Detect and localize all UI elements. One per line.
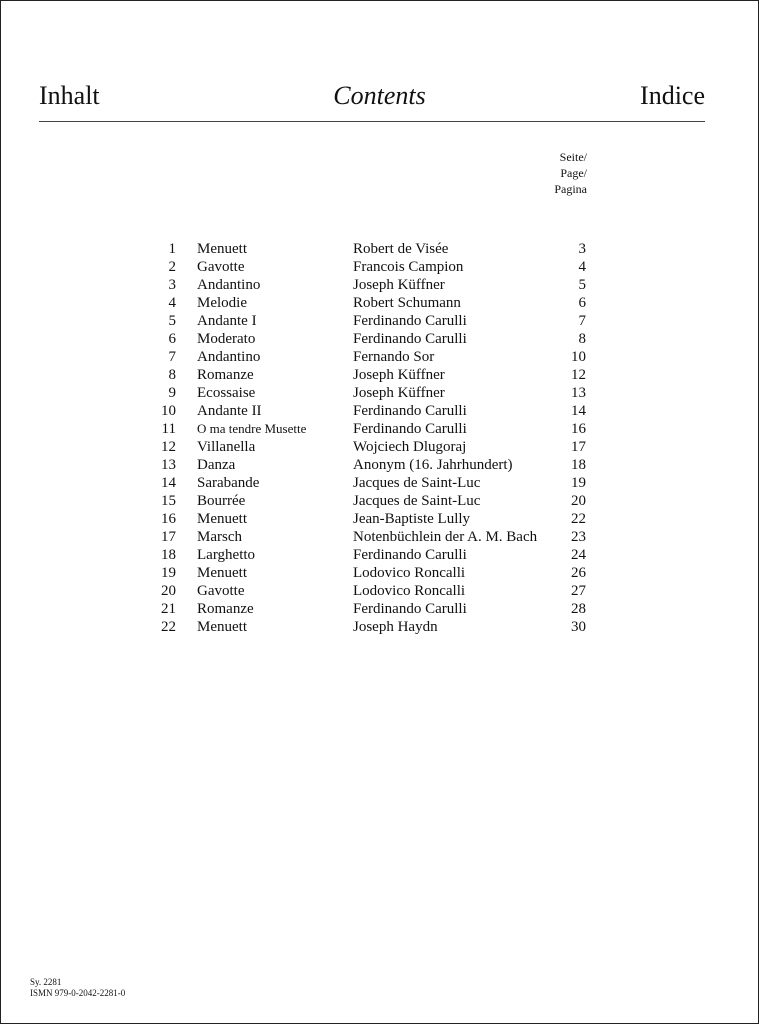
entry-title: Moderato (197, 331, 256, 347)
entry-number: 2 (168, 259, 176, 275)
toc-row (150, 384, 590, 402)
entry-composer: Joseph Küffner (353, 385, 445, 401)
entry-number: 7 (168, 349, 176, 365)
entry-title: Romanze (197, 601, 254, 617)
entry-page: 28 (571, 601, 586, 617)
toc-row (150, 366, 590, 384)
page-label-seite: Seite/ (559, 150, 587, 164)
entry-number: 8 (168, 367, 176, 383)
entry-title: Melodie (197, 295, 247, 311)
entry-title: Romanze (197, 367, 254, 383)
entry-page: 3 (578, 241, 586, 257)
toc-row (150, 546, 590, 564)
entry-number: 13 (161, 457, 176, 473)
entry-title: Menuett (197, 619, 247, 635)
toc-row (150, 294, 590, 312)
footer (30, 977, 125, 999)
entry-composer: Ferdinando Carulli (353, 547, 467, 563)
toc-row (150, 600, 590, 618)
entry-page: 18 (571, 457, 586, 473)
entry-number: 21 (161, 601, 176, 617)
entry-composer: Lodovico Roncalli (353, 565, 466, 581)
entry-title: Andantino (197, 277, 261, 293)
entry-page: 30 (571, 619, 586, 635)
entry-number: 18 (161, 547, 176, 563)
heading-inhalt: Inhalt (39, 81, 100, 110)
toc-row (150, 582, 590, 600)
toc-row (150, 420, 590, 438)
entry-composer: Ferdinando Carulli (353, 313, 467, 329)
entry-page: 6 (578, 295, 586, 311)
entry-title: Menuett (197, 511, 247, 527)
entry-page: 26 (571, 565, 586, 581)
entry-number: 10 (161, 403, 176, 419)
entry-page: 20 (571, 493, 586, 509)
entry-page: 7 (578, 313, 586, 329)
entry-number: 22 (161, 619, 176, 635)
entry-composer: Jacques de Saint-Luc (353, 493, 481, 509)
toc-row (150, 330, 590, 348)
toc-row (150, 276, 590, 294)
toc-row (150, 312, 590, 330)
entry-page: 5 (578, 277, 586, 293)
entry-composer: Ferdinando Carulli (353, 403, 467, 419)
entry-title: Sarabande (197, 475, 260, 491)
entry-number: 9 (168, 385, 176, 401)
entry-number: 20 (161, 583, 176, 599)
entry-composer: Jacques de Saint-Luc (353, 475, 481, 491)
toc-row (150, 456, 590, 474)
entry-title: Marsch (197, 529, 242, 545)
entry-composer: Ferdinando Carulli (353, 601, 467, 617)
entry-page: 8 (578, 331, 586, 347)
toc-row (150, 510, 590, 528)
entry-title: O ma tendre Musette (197, 421, 307, 436)
header-divider (39, 121, 705, 122)
toc-row (150, 438, 590, 456)
entry-number: 4 (168, 295, 176, 311)
catalog-number: Sy. 2281 (30, 977, 62, 987)
entry-composer: Fernando Sor (353, 349, 435, 365)
entry-page: 4 (578, 259, 586, 275)
entry-number: 6 (168, 331, 176, 347)
entry-composer: Robert de Visée (353, 241, 449, 257)
entry-title: Andante I (197, 313, 257, 329)
toc-row (150, 492, 590, 510)
entry-composer: Joseph Haydn (353, 619, 438, 635)
entry-page: 16 (571, 421, 586, 437)
entry-number: 12 (161, 439, 176, 455)
entry-title: Gavotte (197, 259, 245, 275)
entry-number: 16 (161, 511, 176, 527)
heading-contents: Contents (333, 81, 426, 110)
entry-page: 10 (571, 349, 586, 365)
entry-title: Larghetto (197, 547, 256, 563)
entry-composer: Robert Schumann (353, 295, 461, 311)
toc-row (150, 528, 590, 546)
entry-composer: Joseph Küffner (353, 367, 445, 383)
entry-composer: Notenbüchlein der A. M. Bach (353, 529, 538, 545)
entry-title: Danza (197, 457, 236, 473)
entry-composer: Francois Campion (353, 259, 464, 275)
page-column-label (554, 149, 587, 197)
entry-composer: Ferdinando Carulli (353, 331, 467, 347)
toc-row (150, 258, 590, 276)
entry-page: 12 (571, 367, 586, 383)
toc-row (150, 240, 590, 258)
entry-composer: Wojciech Dlugoraj (353, 439, 467, 455)
entry-number: 3 (168, 277, 176, 293)
entry-page: 17 (571, 439, 586, 455)
entry-number: 15 (161, 493, 176, 509)
toc-row (150, 348, 590, 366)
entry-title: Menuett (197, 241, 247, 257)
entry-title: Villanella (197, 439, 256, 455)
entry-title: Bourrée (197, 493, 246, 509)
toc-row (150, 474, 590, 492)
entry-page: 23 (571, 529, 586, 545)
entry-page: 24 (571, 547, 586, 563)
toc-row (150, 564, 590, 582)
entry-page: 19 (571, 475, 586, 491)
entry-composer: Ferdinando Carulli (353, 421, 467, 437)
heading-indice: Indice (640, 81, 705, 110)
toc-row (150, 618, 590, 636)
entry-title: Menuett (197, 565, 247, 581)
entry-number: 1 (168, 241, 176, 257)
entry-title: Ecossaise (197, 385, 256, 401)
entry-composer: Joseph Küffner (353, 277, 445, 293)
entry-number: 17 (161, 529, 176, 545)
entry-title: Andante II (197, 403, 262, 419)
entry-number: 19 (161, 565, 176, 581)
entry-page: 27 (571, 583, 586, 599)
page-label-page: Page/ (560, 166, 587, 180)
entry-composer: Anonym (16. Jahrhundert) (353, 457, 513, 473)
entry-title: Gavotte (197, 583, 245, 599)
entry-page: 22 (571, 511, 586, 527)
table-of-contents (150, 240, 590, 636)
entry-number: 5 (168, 313, 176, 329)
entry-page: 13 (571, 385, 586, 401)
ismn-number: ISMN 979-0-2042-2281-0 (30, 988, 126, 998)
entry-page: 14 (571, 403, 586, 419)
entry-number: 11 (161, 421, 176, 437)
entry-number: 14 (161, 475, 176, 491)
entry-title: Andantino (197, 349, 261, 365)
toc-row (150, 402, 590, 420)
page-label-pagina: Pagina (554, 182, 587, 196)
entry-composer: Lodovico Roncalli (353, 583, 466, 599)
entry-composer: Jean-Baptiste Lully (353, 511, 471, 527)
